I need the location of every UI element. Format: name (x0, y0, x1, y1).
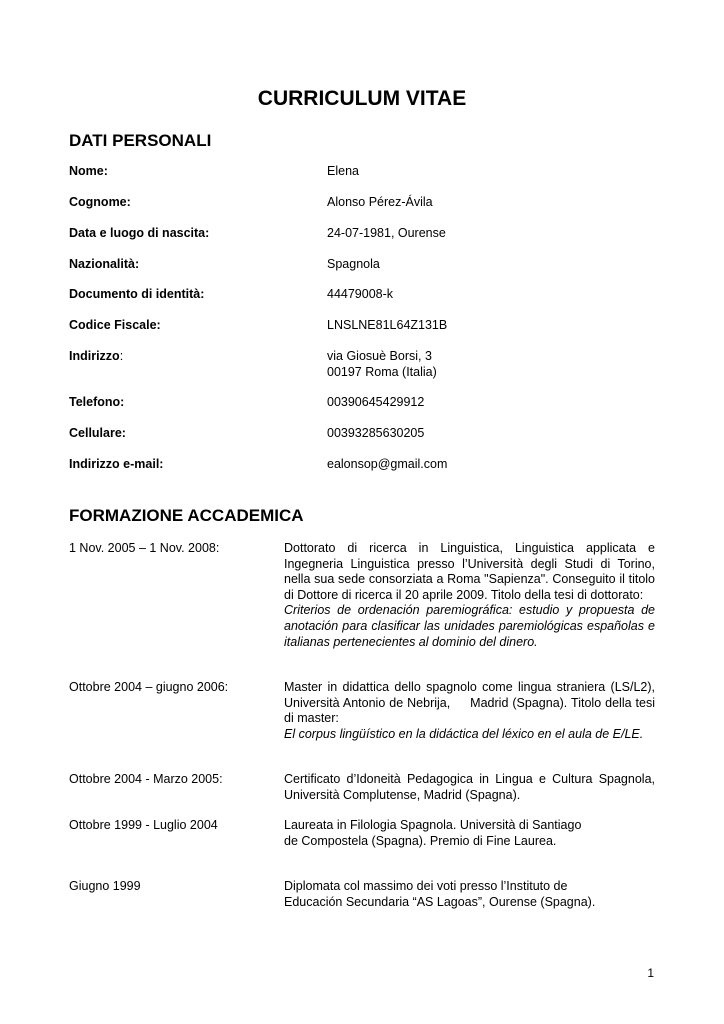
field-value (327, 426, 424, 442)
field-value (327, 287, 393, 303)
education-description (284, 680, 659, 742)
section-heading-personal: DATI PERSONALI (69, 131, 212, 150)
field-value (327, 164, 359, 180)
field-value-line: LNSLNE81L64Z131B (327, 318, 448, 332)
field-value-line: via Giosuè Borsi, 3 (327, 349, 432, 363)
field-value-line: 00197 Roma (Italia) (327, 364, 437, 379)
field-label: Cellulare: (69, 426, 126, 440)
field-value-line: 00390645429912 (327, 395, 425, 409)
field-value (327, 318, 447, 334)
field-value (327, 349, 437, 380)
thesis-title: Criterios de ordenación paremiográfica: estudio y propuesta de anotación para clasificar las unidades paremiológicas españolas e italianas pertenecientes al dominio del dinero. (284, 603, 655, 649)
field-label (69, 349, 123, 365)
education-date: 1 Nov. 2005 – 1 Nov. 2008: (69, 541, 220, 555)
field-value (327, 195, 433, 211)
education-line: Educación Secundaria “AS Lagoas”, Ourense (Spagna). (284, 894, 596, 909)
field-value (327, 395, 424, 411)
field-value-line: 44479008-k (327, 287, 394, 301)
field-label: Data e luogo di nascita: (69, 226, 210, 240)
field-label: Telefono: (69, 395, 125, 409)
field-value-line: Alonso Pérez-Ávila (327, 195, 433, 209)
field-value-line: Elena (327, 164, 359, 178)
education-description (284, 879, 655, 910)
document-title: CURRICULUM VITAE (257, 87, 467, 110)
page-number: 1 (647, 966, 654, 980)
field-label: Codice Fiscale: (69, 318, 161, 332)
field-value (327, 226, 446, 242)
field-value-line: 00393285630205 (327, 426, 425, 440)
education-description (284, 818, 655, 849)
education-description (284, 772, 655, 803)
field-value (327, 257, 380, 273)
section-heading-education: FORMAZIONE ACCADEMICA (69, 506, 304, 525)
field-label: Documento di identità: (69, 287, 205, 301)
field-value-line: ealonsop@gmail.com (327, 457, 448, 471)
education-date: Ottobre 2004 – giugno 2006: (69, 680, 229, 694)
education-line: de Compostela (Spagna). Premio di Fine Laurea. (284, 833, 557, 848)
education-date: Ottobre 2004 - Marzo 2005: (69, 772, 223, 786)
education-date: Giugno 1999 (69, 879, 141, 893)
education-description (284, 541, 655, 650)
field-value-line: 24-07-1981, Ourense (327, 226, 446, 240)
field-label: Indirizzo e-mail: (69, 457, 164, 471)
field-label: Cognome: (69, 195, 131, 209)
field-value (327, 457, 447, 473)
field-label: Nome: (69, 164, 108, 178)
education-line: Diplomata col massimo dei voti presso l’Instituto de (284, 879, 568, 893)
thesis-title: El corpus lingüístico en la didáctica del léxico en el aula de E/LE. (284, 726, 644, 741)
education-text: Certificato d’Idoneità Pedagogica in Lingua e Cultura Spagnola, Università Complutense, Madrid (Spagna). (284, 772, 655, 802)
field-label-text: Indirizzo (69, 349, 120, 363)
field-label-colon: : (119, 349, 124, 363)
education-date: Ottobre 1999 - Luglio 2004 (69, 818, 218, 832)
field-value-line: Spagnola (327, 257, 380, 271)
education-line: Laureata in Filologia Spagnola. Università di Santiago (284, 818, 582, 832)
field-label: Nazionalità: (69, 257, 140, 271)
education-text: Master in didattica dello spagnolo come lingua straniera (LS/L2), Università Antonio de Nebrija, Madrid (Spagna). Titolo della tesi di master: (284, 680, 659, 726)
education-text: Dottorato di ricerca in Linguistica, Linguistica applicata e Ingegneria Linguistica presso l’Università degli Studi di Torino, nella sua sede consorziata a Roma "Sapienza". Conseguito il titolo di Dottore di ricerca il 20 aprile 2009. Titolo della tesi di dottorato: (284, 541, 655, 602)
